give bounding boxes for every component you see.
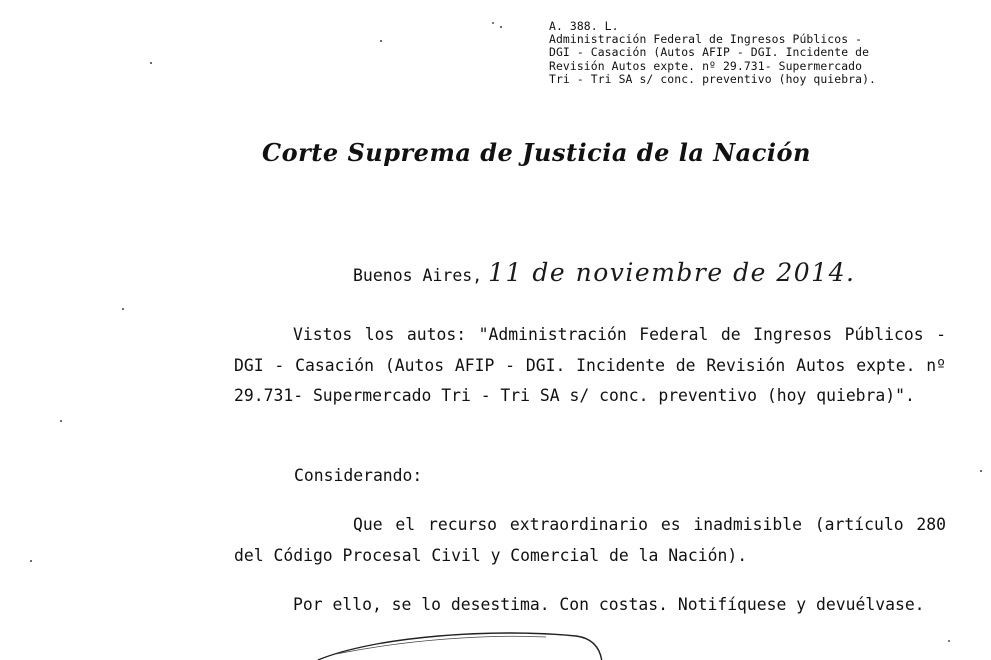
paragraph-que: Que el recurso extraordinario es inadmisible (artículo 280 del Código Procesal Civil y Comercial de la Nación). (234, 515, 946, 565)
scan-speck (380, 40, 382, 42)
scan-speck (122, 308, 124, 310)
signature-stroke (316, 624, 606, 660)
case-header (549, 20, 979, 86)
date-line (353, 258, 855, 287)
case-caption-line-1: Administración Federal de Ingresos Públicos - (549, 32, 863, 47)
paragraph-vistos: Vistos los autos: "Administración Federal de Ingresos Públicos - DGI - Casación (Autos AFIP - DGI. Incidente de Revisión Autos expte. nº 29.731- Supermercado Tri - Tri SA s/ conc. preventivo (hoy quiebra)". (234, 325, 946, 405)
scan-speck (30, 560, 32, 562)
scan-speck (60, 420, 62, 422)
scan-speck (948, 640, 950, 642)
date-place: Buenos Aires, (353, 266, 483, 285)
paragraph-por-ello: Por ello, se lo desestima. Con costas. Notifíquese y devuélvase. (293, 595, 925, 614)
case-caption-line-4: Tri - Tri SA s/ conc. preventivo (hoy quiebra). (549, 71, 877, 86)
handwritten-date: 11 de noviembre de 2014. (488, 258, 856, 287)
case-caption-line-2: DGI - Casación (Autos AFIP - DGI. Incidente de (549, 45, 870, 60)
scan-speck (150, 62, 152, 64)
scan-speck (492, 22, 494, 24)
scan-speck (500, 26, 502, 28)
court-name: Corte Suprema de Justicia de la Nación (262, 138, 811, 167)
case-number: A. 388. L. (549, 19, 619, 33)
heading-considerando: Considerando: (294, 466, 423, 485)
scan-speck (980, 470, 982, 472)
case-caption-line-3: Revisión Autos expte. nº 29.731- Supermercado (549, 58, 863, 73)
